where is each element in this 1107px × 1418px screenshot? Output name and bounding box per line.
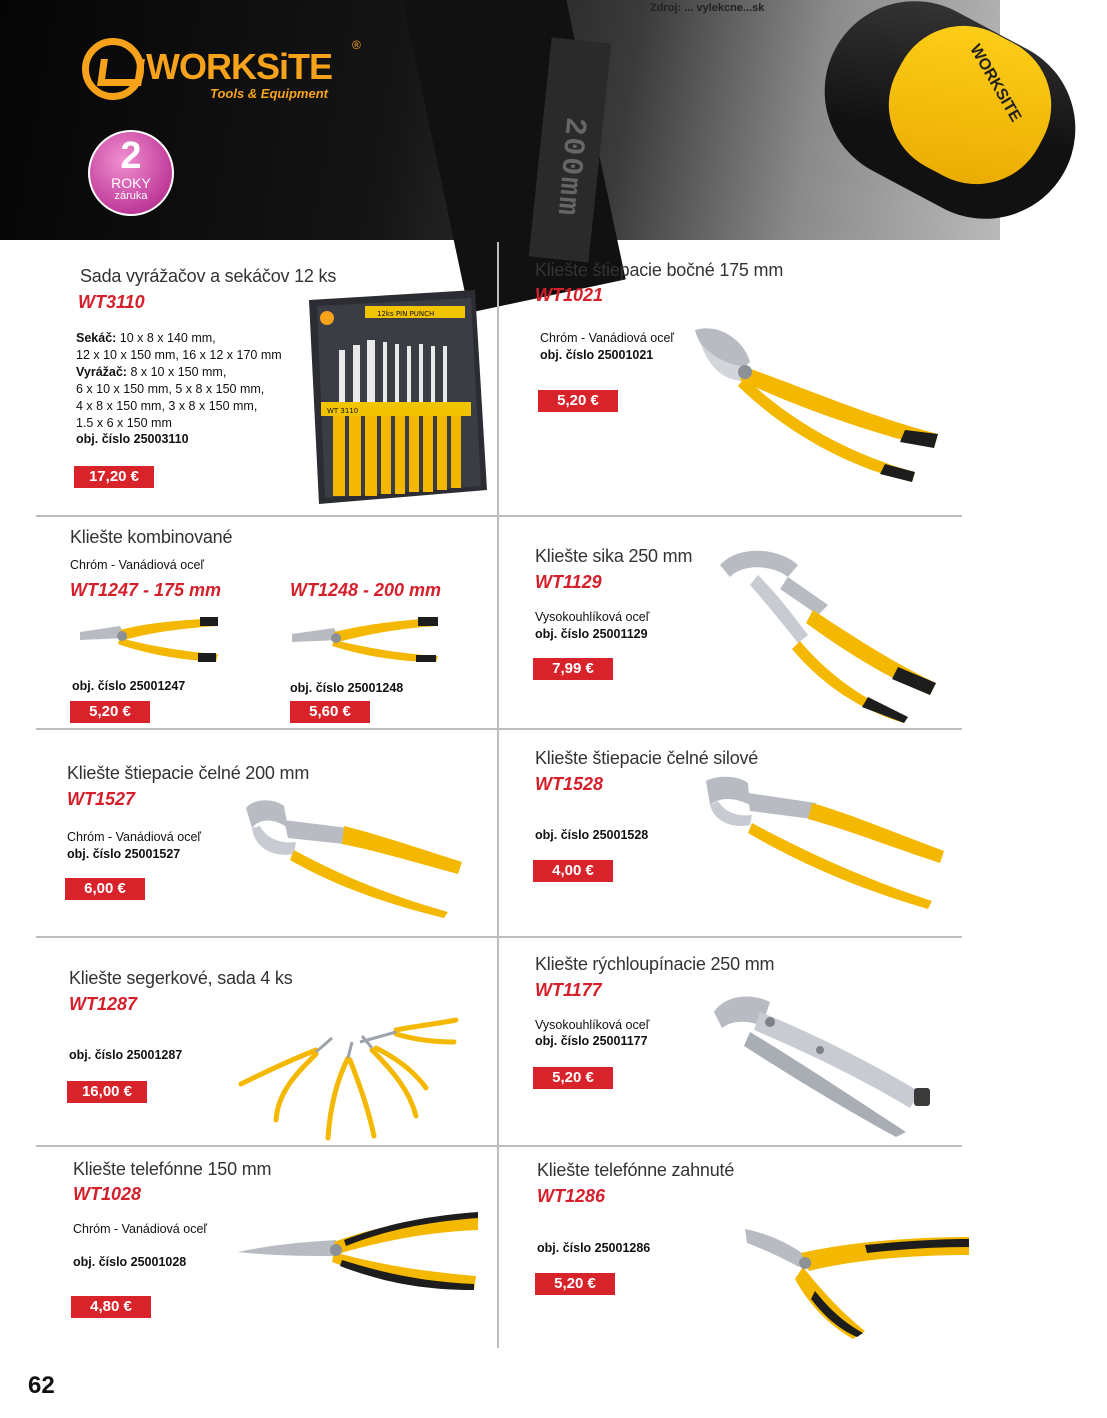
product-title: Kliešte štiepacie čelné 200 mm (67, 763, 310, 783)
product-title: Kliešte segerkové, sada 4 ks (69, 968, 293, 988)
price-tag: 16,00 € (67, 1081, 147, 1103)
bent-telephone-pliers-image (745, 1215, 973, 1340)
product-description (76, 330, 282, 432)
product-code: WT1028 (73, 1184, 142, 1204)
price-tag: 5,60 € (290, 701, 370, 723)
price-tag: 5,20 € (533, 1067, 613, 1089)
combination-pliers-200-image (292, 612, 440, 662)
row-divider (36, 728, 962, 730)
product-order-number: obj. číslo 25001028 (73, 1255, 187, 1269)
desc-text: 8 x 10 x 150 mm, (126, 365, 227, 379)
product-material: Chróm - Vanádiová oceľ (67, 830, 202, 844)
desc-text: 4 x 8 x 150 mm, 3 x 8 x 150 mm, (76, 399, 258, 413)
combination-pliers-175-image (80, 612, 220, 662)
product-title: Kliešte rýchloupínacie 250 mm (535, 954, 775, 974)
product-code: WT1247 - 175 mm (70, 580, 222, 600)
header-banner (0, 0, 1025, 240)
product-order-number: obj. číslo 25001248 (290, 681, 404, 695)
product-code: WT1248 - 200 mm (290, 580, 442, 600)
heavy-end-cutter-image (704, 775, 948, 910)
water-pump-pliers-image (718, 545, 940, 723)
locking-pliers-image (710, 992, 932, 1137)
product-title: Sada vyrážačov a sekáčov 12 ks (80, 266, 337, 286)
brand-name: WORKSiTE (146, 46, 332, 87)
product-code: WT3110 (78, 292, 145, 312)
product-title: Kliešte telefónne zahnuté (537, 1160, 735, 1180)
product-order-number: obj. číslo 25001021 (540, 348, 654, 362)
product-order-number: obj. číslo 25001129 (535, 627, 648, 641)
header-etched-text: 200mm (548, 115, 592, 219)
product-title: Kliešte sika 250 mm (535, 546, 693, 566)
desc-text: 6 x 10 x 150 mm, 5 x 8 x 150 mm, (76, 382, 265, 396)
row-divider (36, 515, 962, 517)
warranty-unit: ROKY (111, 175, 151, 191)
registered-mark: ® (352, 38, 361, 52)
side-cutter-image (690, 322, 945, 482)
product-code: WT1129 (535, 572, 602, 592)
desc-text: 10 x 8 x 140 mm, (116, 331, 216, 345)
desc-text: 12 x 10 x 150 mm, 16 x 12 x 170 mm (76, 348, 282, 362)
chisel-set-image (305, 290, 490, 505)
price-tag: 7,99 € (533, 658, 613, 680)
product-code: WT1021 (535, 285, 604, 305)
desc-label: Sekáč: (76, 331, 117, 345)
header-handle-brand: WORKSITE (966, 41, 1025, 125)
price-tag: 5,20 € (538, 390, 618, 412)
product-order-number: obj. číslo 25001247 (72, 679, 186, 693)
page-number: 62 (28, 1372, 55, 1399)
product-title: Kliešte štiepacie čelné silové (535, 748, 759, 768)
brand-tagline: Tools & Equipment (210, 86, 328, 101)
desc-label: Vyrážač: (76, 365, 127, 379)
row-divider (36, 936, 962, 938)
product-order-number: obj. číslo 25001177 (535, 1034, 648, 1048)
price-tag: 4,00 € (533, 860, 613, 882)
warranty-badge (88, 130, 174, 216)
end-cutting-pliers-image (244, 798, 466, 918)
row-divider (36, 1145, 962, 1147)
telephone-pliers-image (236, 1212, 481, 1292)
product-order-number: obj. číslo 25001286 (537, 1241, 651, 1255)
product-code: WT1287 (69, 994, 138, 1014)
price-tag: 17,20 € (74, 466, 154, 488)
product-material: Vysokouhlíková oceľ (535, 1018, 650, 1032)
product-code: WT1286 (537, 1186, 606, 1206)
pack-code: WT 3110 (327, 407, 359, 415)
warranty-label: záruka (114, 190, 148, 202)
circlip-pliers-set-image (236, 1012, 458, 1142)
product-title: Kliešte štiepacie bočné 175 mm (535, 260, 784, 280)
source-watermark: Zdroj: ... vylekcne...sk (650, 2, 765, 14)
desc-text: 1.5 x 6 x 150 mm (76, 416, 172, 430)
price-tag: 5,20 € (70, 701, 150, 723)
product-code: WT1527 (67, 789, 136, 809)
pack-label: 12ks PIN PUNCH (377, 310, 435, 318)
price-tag: 5,20 € (535, 1273, 615, 1295)
worksite-logo-icon (82, 38, 144, 100)
product-order-number: obj. číslo 25001528 (535, 828, 649, 842)
worksite-logo (82, 38, 362, 108)
warranty-years: 2 (120, 135, 142, 177)
product-code: WT1177 (535, 980, 602, 1000)
product-title: Kliešte telefónne 150 mm (73, 1159, 272, 1179)
product-material: Chróm - Vanádiová oceľ (73, 1222, 208, 1236)
product-order-number: obj. číslo 25003110 (76, 432, 189, 446)
column-divider (497, 242, 499, 1348)
price-tag: 6,00 € (65, 878, 145, 900)
product-order-number: obj. číslo 25001527 (67, 847, 181, 861)
product-material: Chróm - Vanádiová oceľ (540, 331, 675, 345)
product-order-number: obj. číslo 25001287 (69, 1048, 183, 1062)
price-tag: 4,80 € (71, 1296, 151, 1318)
product-material: Vysokouhlíková oceľ (535, 610, 650, 624)
product-material: Chróm - Vanádiová oceľ (70, 558, 205, 572)
product-code: WT1528 (535, 774, 604, 794)
product-title: Kliešte kombinované (70, 527, 233, 547)
